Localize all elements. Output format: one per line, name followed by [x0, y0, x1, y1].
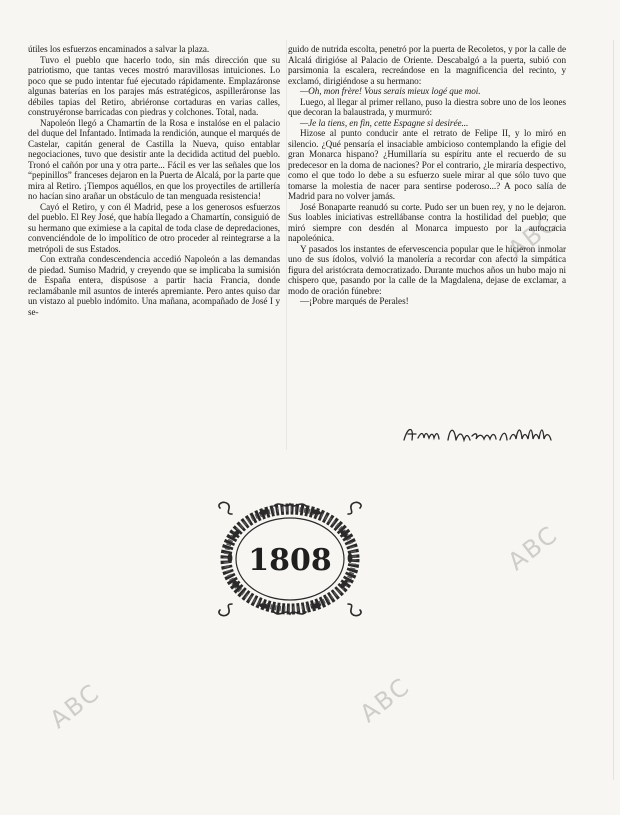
article-right-column	[288, 44, 566, 307]
paragraph: José Bonaparte reanudó su corte. Pudo ser un buen rey, y no le dejaron. Sus loables iniciativas estrellábanse contra la hostilidad del pueblo, que miró siempre con desdén al Monarca impuesto por la autocracia napoleónica.	[288, 201, 566, 243]
page-edge-line	[613, 40, 614, 780]
paragraph: útiles los esfuerzos encaminados a salvar la plaza.	[28, 44, 210, 54]
abc-watermark: ABC	[354, 671, 416, 728]
paragraph: guido de nutrida escolta, penetró por la puerta de Recoletos, y por la calle de Alcalá dirigióse al Palacio de Oriente. Descabalgó a la puerta, subió con parsimonia la escalera, recreándose en la magnificencia del recinto, y exclamó, dirigiéndose a su hermano:	[288, 44, 566, 86]
article-left-column	[28, 44, 280, 317]
column-divider	[286, 40, 287, 450]
emblem-year: 1808	[248, 543, 332, 578]
french-quote: —Oh, mon frère! Vous serais mieux logé que moi.	[300, 86, 481, 96]
author-signature	[400, 420, 570, 448]
wreath-emblem	[214, 500, 366, 618]
paragraph: Hizose al punto conducir ante el retrato de Felipe II, y lo miró en silencio. ¿Qué pensaría el insaciable ambicioso contemplando la efigie del gran Monarca hispano? ¿Humillaría su espíritu ante el recuerdo de su predecesor en la doma de naciones? Por el contrario, ¿le miraría despectivo, como el que todo lo debe a su esfuerzo suele mirar al que sólo tuvo que tomarse la molestia de nacer para sentirse poderoso...? A poco salía de Madrid para no volver jamás.	[288, 128, 566, 201]
abc-watermark: ABC	[44, 677, 106, 734]
paragraph: Napoleón llegó a Chamartín de la Rosa e instalóse en el palacio del duque del Infantado. Intimada la rendición, aunque el marqués de Castelar, capitán general de Castilla la Nueva, quiso entablar negociaciones, tuvo que desistir ante la decidida actitud del pueblo. Tronó el cañón por una y otra parte... Fácil es ver las señales que los “pepinillos” franceses dejaron en la Puerta de Alcalá, por la parte que mira al Retiro. ¡Tiempos aquéllos, en que los proyectiles de artillería no hacían sino arañar un obstáculo de tan menguada resistencia!	[28, 117, 280, 201]
closing-exclamation: —¡Pobre marqués de Perales!	[300, 296, 409, 306]
paragraph: Tuvo el pueblo que hacerlo todo, sin más dirección que su patriotismo, que tantas veces mostró maravillosas intuiciones. Lo poco que se pudo intentar fué ejecutado rápidamente. Emplazáronse algunas baterías en los parajes más estratégicos, aspilleráronse las débiles tapias del Retiro, abriéronse cortaduras en varias calles, construyéronse barricadas con piedras y colchones. Total, nada.	[28, 54, 280, 117]
french-quote: —Je la tiens, en fin, cette Espagne si desirée...	[300, 117, 469, 128]
paragraph: Cayó el Retiro, y con él Madrid, pese a los generosos esfuerzos del pueblo. El Rey José, que había llegado a Chamartín, consiguió de su hermano que eximiese a la capital de toda clase de depredaciones, convenciéndole de lo impolítico de otro proceder al reintegrarse a la metrópoli de sus Estados.	[28, 201, 280, 254]
signature-scribble-icon	[400, 420, 570, 448]
laurel-wreath-icon	[214, 500, 366, 618]
abc-watermark: ABC	[502, 519, 564, 576]
abc-watermark: ABC	[502, 207, 564, 264]
paragraph: Con extraña condescendencia accedió Napoleón a las demandas de piedad. Sumiso Madrid, y creyendo que se implicaba la sumisión de España entera, dispúsose a partir hacia Francia, donde reclamábanle mil asuntos de interés apremiante. Pero antes quiso dar un vistazo al pueblo indómito. Una mañana, acompañado de José I y se-	[28, 254, 280, 317]
paragraph: Y pasados los instantes de efervescencia popular que le hicieron inmolar uno de sus ídolos, volvió la manolería a recordar con afecto la simpática figura del aristócrata democratizado. Durante muchos años un hubo majo ni chispero que, pasando por la calle de la Magdalena, dejase de exclamar, a modo de oración fúnebre:	[288, 243, 566, 296]
paragraph: Luego, al llegar al primer rellano, puso la diestra sobre uno de los leones que decoran la balaustrada, y murmuró:	[288, 96, 566, 117]
